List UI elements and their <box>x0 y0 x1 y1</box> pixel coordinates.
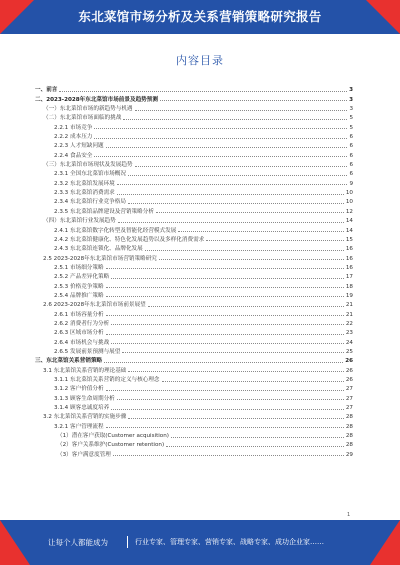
toc-entry[interactable] <box>35 327 353 336</box>
toc-entry-title: 3.1 东北菜馆关系营销的理论基础 <box>43 367 127 374</box>
toc-entry-page: 26 <box>345 358 353 365</box>
toc-entry[interactable] <box>35 420 353 429</box>
toc-entry-title: 2.5.3 价格竞争策略 <box>54 283 104 290</box>
toc-leader-dots <box>128 371 343 372</box>
toc-leader-dots <box>128 203 344 204</box>
toc-entry-page: 28 <box>345 423 353 430</box>
toc-entry-page: 3 <box>349 106 353 113</box>
toc-entry[interactable] <box>35 149 353 158</box>
toc-leader-dots <box>106 296 344 297</box>
toc-entry-page: 21 <box>345 302 353 309</box>
toc-leader-dots <box>106 315 344 316</box>
toc-entry-title: （一）东北菜馆市场的新趋势与机遇 <box>43 106 133 113</box>
toc-entry[interactable] <box>35 131 353 140</box>
toc-entry-page: 16 <box>345 246 353 253</box>
toc-entry-page: 10 <box>345 199 353 206</box>
toc-entry[interactable] <box>35 280 353 289</box>
toc-leader-dots <box>113 455 344 456</box>
toc-entry-title: 3.1.2 客户价值分析 <box>54 386 104 393</box>
toc-entry-page: 26 <box>345 367 353 374</box>
table-of-contents <box>35 84 353 458</box>
toc-leader-dots <box>166 446 344 447</box>
toc-entry-page: 17 <box>345 274 353 281</box>
toc-entry[interactable] <box>35 262 353 271</box>
toc-entry[interactable] <box>35 168 353 177</box>
toc-leader-dots <box>104 362 343 363</box>
toc-entry-page: 25 <box>345 348 353 355</box>
toc-entry[interactable] <box>35 271 353 280</box>
toc-entry-title: 2.3.2 东北菜馆发展环境 <box>54 180 115 187</box>
toc-entry-page: 27 <box>345 405 353 412</box>
toc-entry[interactable] <box>35 215 353 224</box>
toc-leader-dots <box>117 399 344 400</box>
toc-entry-title: （3）客户满意度管理 <box>57 451 111 458</box>
toc-leader-dots <box>135 110 348 111</box>
toc-entry-title: 2.2.4 食品安全 <box>54 152 93 159</box>
toc-entry-page: 26 <box>345 377 353 383</box>
toc-entry-title: 2.4.2 东北菜馆健康化、特色化发展趋势以及多样化消费需求 <box>54 236 205 243</box>
toc-entry[interactable] <box>35 243 353 252</box>
toc-entry-title: 2.5.4 品牌推广策略 <box>54 292 104 299</box>
toc-leader-dots <box>106 147 348 148</box>
page-number: 1 <box>347 512 351 518</box>
footer-lead-text: 让每个人都能成为 <box>48 538 108 547</box>
toc-entry-page: 16 <box>345 255 353 262</box>
toc-entry-title: 2.6.5 发展前景预测与展望 <box>54 348 121 355</box>
toc-entry-page: 23 <box>345 330 353 337</box>
toc-entry-page: 3 <box>349 87 353 94</box>
toc-leader-dots <box>178 231 344 232</box>
toc-entry-title: 2.2.2 成本压力 <box>54 134 93 141</box>
toc-leader-dots <box>159 259 344 260</box>
toc-leader-dots <box>123 119 347 120</box>
toc-leader-dots <box>171 437 344 438</box>
toc-entry[interactable] <box>35 196 353 205</box>
toc-entry[interactable] <box>35 121 353 130</box>
toc-entry-title: 三、东北菜馆关系营销策略 <box>35 358 103 365</box>
toc-entry-title: 2.4.3 东北菜馆连锁化、品牌化发展 <box>54 246 143 253</box>
toc-entry[interactable] <box>35 402 353 411</box>
toc-entry[interactable] <box>35 290 353 299</box>
footer-divider <box>127 536 128 548</box>
toc-entry-title: 3.2 东北菜馆关系营销的实施步骤 <box>43 414 127 421</box>
toc-entry-page: 16 <box>345 264 353 271</box>
toc-entry-title: 3.1.3 顾客生命周期分析 <box>54 395 115 402</box>
toc-entry-page: 27 <box>345 386 353 393</box>
toc-entry[interactable] <box>35 411 353 420</box>
toc-entry-title: 一、前言 <box>35 87 58 94</box>
toc-entry-title: （2）客户关系维护(Customer retention) <box>57 442 165 449</box>
footer-corner-right <box>370 520 400 565</box>
toc-leader-dots <box>118 222 344 223</box>
toc-entry-title: 2.2.1 市场竞争 <box>54 124 93 131</box>
toc-leader-dots <box>145 250 344 251</box>
toc-entry-title: 2.3.1 全国东北菜馆市场概况 <box>54 171 126 178</box>
toc-entry-page: 28 <box>345 442 353 449</box>
toc-entry-title: 2.4.1 东北菜馆数字化转型及智能化经营模式发展 <box>54 227 177 234</box>
toc-entry-page: 5 <box>349 115 353 122</box>
toc-entry-title: 2.6.3 区域市场分析 <box>54 330 104 337</box>
toc-entry-page: 29 <box>345 451 353 458</box>
toc-leader-dots <box>135 166 348 167</box>
toc-entry[interactable] <box>35 112 353 121</box>
toc-leader-dots <box>106 334 344 335</box>
toc-entry-page: 24 <box>345 339 353 346</box>
toc-entry-title: 2.2.3 人才短缺问题 <box>54 143 104 150</box>
toc-leader-dots <box>106 268 344 269</box>
toc-entry[interactable] <box>35 252 353 261</box>
toc-entry-title: （1）潜在客户获取(Customer acquisition) <box>57 433 169 440</box>
toc-entry[interactable] <box>35 159 353 168</box>
toc-entry[interactable] <box>35 187 353 196</box>
toc-leader-dots <box>128 418 343 419</box>
toc-entry[interactable] <box>35 93 353 102</box>
toc-entry-title: 3.2.1 客户管理流程 <box>54 423 104 430</box>
toc-entry-title: （三）东北菜馆市场现状及发展趋势 <box>43 162 133 169</box>
toc-entry[interactable] <box>35 364 353 373</box>
toc-leader-dots <box>111 409 344 410</box>
toc-leader-dots <box>111 343 344 344</box>
toc-leader-dots <box>122 352 344 353</box>
toc-entry-title: 2.6.4 市场机会与挑战 <box>54 339 110 346</box>
toc-entry[interactable] <box>35 392 353 401</box>
toc-leader-dots <box>94 128 347 129</box>
toc-entry-title: 2.3.3 东北菜馆消费需求 <box>54 190 115 197</box>
toc-entry-title: 2.6.1 市场容量分析 <box>54 311 104 318</box>
toc-entry-title: 2.5.2 产品差异化策略 <box>54 274 110 281</box>
toc-entry[interactable] <box>35 177 353 186</box>
toc-leader-dots <box>160 100 347 101</box>
toc-entry-page: 22 <box>345 320 353 327</box>
footer-roles-text: 行业专家、管理专家、营销专家、战略专家、成功企业家…… <box>135 538 324 546</box>
toc-entry-page: 5 <box>349 124 353 131</box>
toc-entry[interactable] <box>35 103 353 112</box>
toc-heading: 内容目录 <box>176 54 224 67</box>
toc-entry-page: 6 <box>349 171 353 178</box>
toc-entry-page: 9 <box>349 180 353 187</box>
toc-entry-page: 10 <box>345 190 353 197</box>
toc-leader-dots <box>94 156 347 157</box>
toc-leader-dots <box>106 427 344 428</box>
toc-entry-page: 19 <box>345 292 353 299</box>
toc-leader-dots <box>206 240 344 241</box>
toc-entry-title: 二、2023-2028年东北菜馆市场前景及趋势预测 <box>35 96 158 103</box>
toc-entry[interactable] <box>35 430 353 439</box>
toc-entry-title: 2.6.2 消费者行为分析 <box>54 320 110 327</box>
toc-entry-page: 12 <box>345 208 353 215</box>
toc-entry[interactable] <box>35 336 353 345</box>
toc-entry-page: 6 <box>349 152 353 159</box>
toc-leader-dots <box>117 194 344 195</box>
toc-leader-dots <box>59 91 347 92</box>
toc-entry-title: 3.1.4 顾客忠诚度培养 <box>54 405 110 412</box>
toc-entry-title: 2.3.5 东北菜馆品牌建设及营销策略分析 <box>54 208 154 215</box>
toc-entry-page: 14 <box>345 227 353 234</box>
toc-entry[interactable] <box>35 205 353 214</box>
toc-entry[interactable] <box>35 224 353 233</box>
toc-entry[interactable] <box>35 234 353 243</box>
toc-leader-dots <box>111 278 344 279</box>
toc-leader-dots <box>111 324 344 325</box>
toc-entry[interactable] <box>35 383 353 392</box>
toc-entry[interactable] <box>35 140 353 149</box>
toc-entry-title: 3.1.1 东北菜馆关系营销的定义与核心理念 <box>54 377 160 383</box>
toc-entry-title: （二）东北菜馆市场面临的挑战 <box>43 115 122 122</box>
toc-entry-page: 28 <box>345 414 353 421</box>
toc-leader-dots <box>148 306 344 307</box>
report-title: 东北菜馆市场分析及关系营销策略研究报告 <box>78 9 322 24</box>
toc-entry-title: 2.5 2023-2028年东北菜馆市场营销策略研究 <box>43 255 157 262</box>
toc-entry[interactable] <box>35 299 353 308</box>
toc-entry[interactable] <box>35 355 353 364</box>
toc-entry-page: 21 <box>345 311 353 318</box>
toc-entry-title: 2.6 2023-2028年东北菜馆市场前景展望 <box>43 302 146 309</box>
toc-entry-page: 28 <box>345 433 353 440</box>
toc-entry[interactable] <box>35 374 353 383</box>
toc-entry-page: 6 <box>349 134 353 141</box>
toc-entry-page: 15 <box>345 236 353 243</box>
toc-entry-page: 14 <box>345 218 353 225</box>
toc-entry[interactable] <box>35 439 353 448</box>
toc-entry-page: 3 <box>349 96 353 103</box>
toc-leader-dots <box>94 138 347 139</box>
toc-entry-page: 6 <box>349 162 353 169</box>
toc-entry-title: 2.3.4 东北菜馆行业竞争格局 <box>54 199 126 206</box>
toc-leader-dots <box>162 381 344 382</box>
toc-entry-title: （四）东北菜馆行业发展趋势 <box>43 218 116 225</box>
toc-entry[interactable] <box>35 308 353 317</box>
toc-entry[interactable] <box>35 448 353 457</box>
toc-leader-dots <box>156 212 344 213</box>
toc-entry-page: 27 <box>345 395 353 402</box>
toc-entry[interactable] <box>35 318 353 327</box>
toc-leader-dots <box>106 390 344 391</box>
footer-corner-left <box>0 520 30 565</box>
toc-entry-title: 2.5.1 市场细分策略 <box>54 264 104 271</box>
toc-entry[interactable] <box>35 346 353 355</box>
toc-entry-page: 6 <box>349 143 353 150</box>
toc-leader-dots <box>128 175 347 176</box>
toc-leader-dots <box>106 287 344 288</box>
toc-entry-page: 18 <box>345 283 353 290</box>
toc-entry[interactable] <box>35 84 353 93</box>
toc-leader-dots <box>117 184 348 185</box>
